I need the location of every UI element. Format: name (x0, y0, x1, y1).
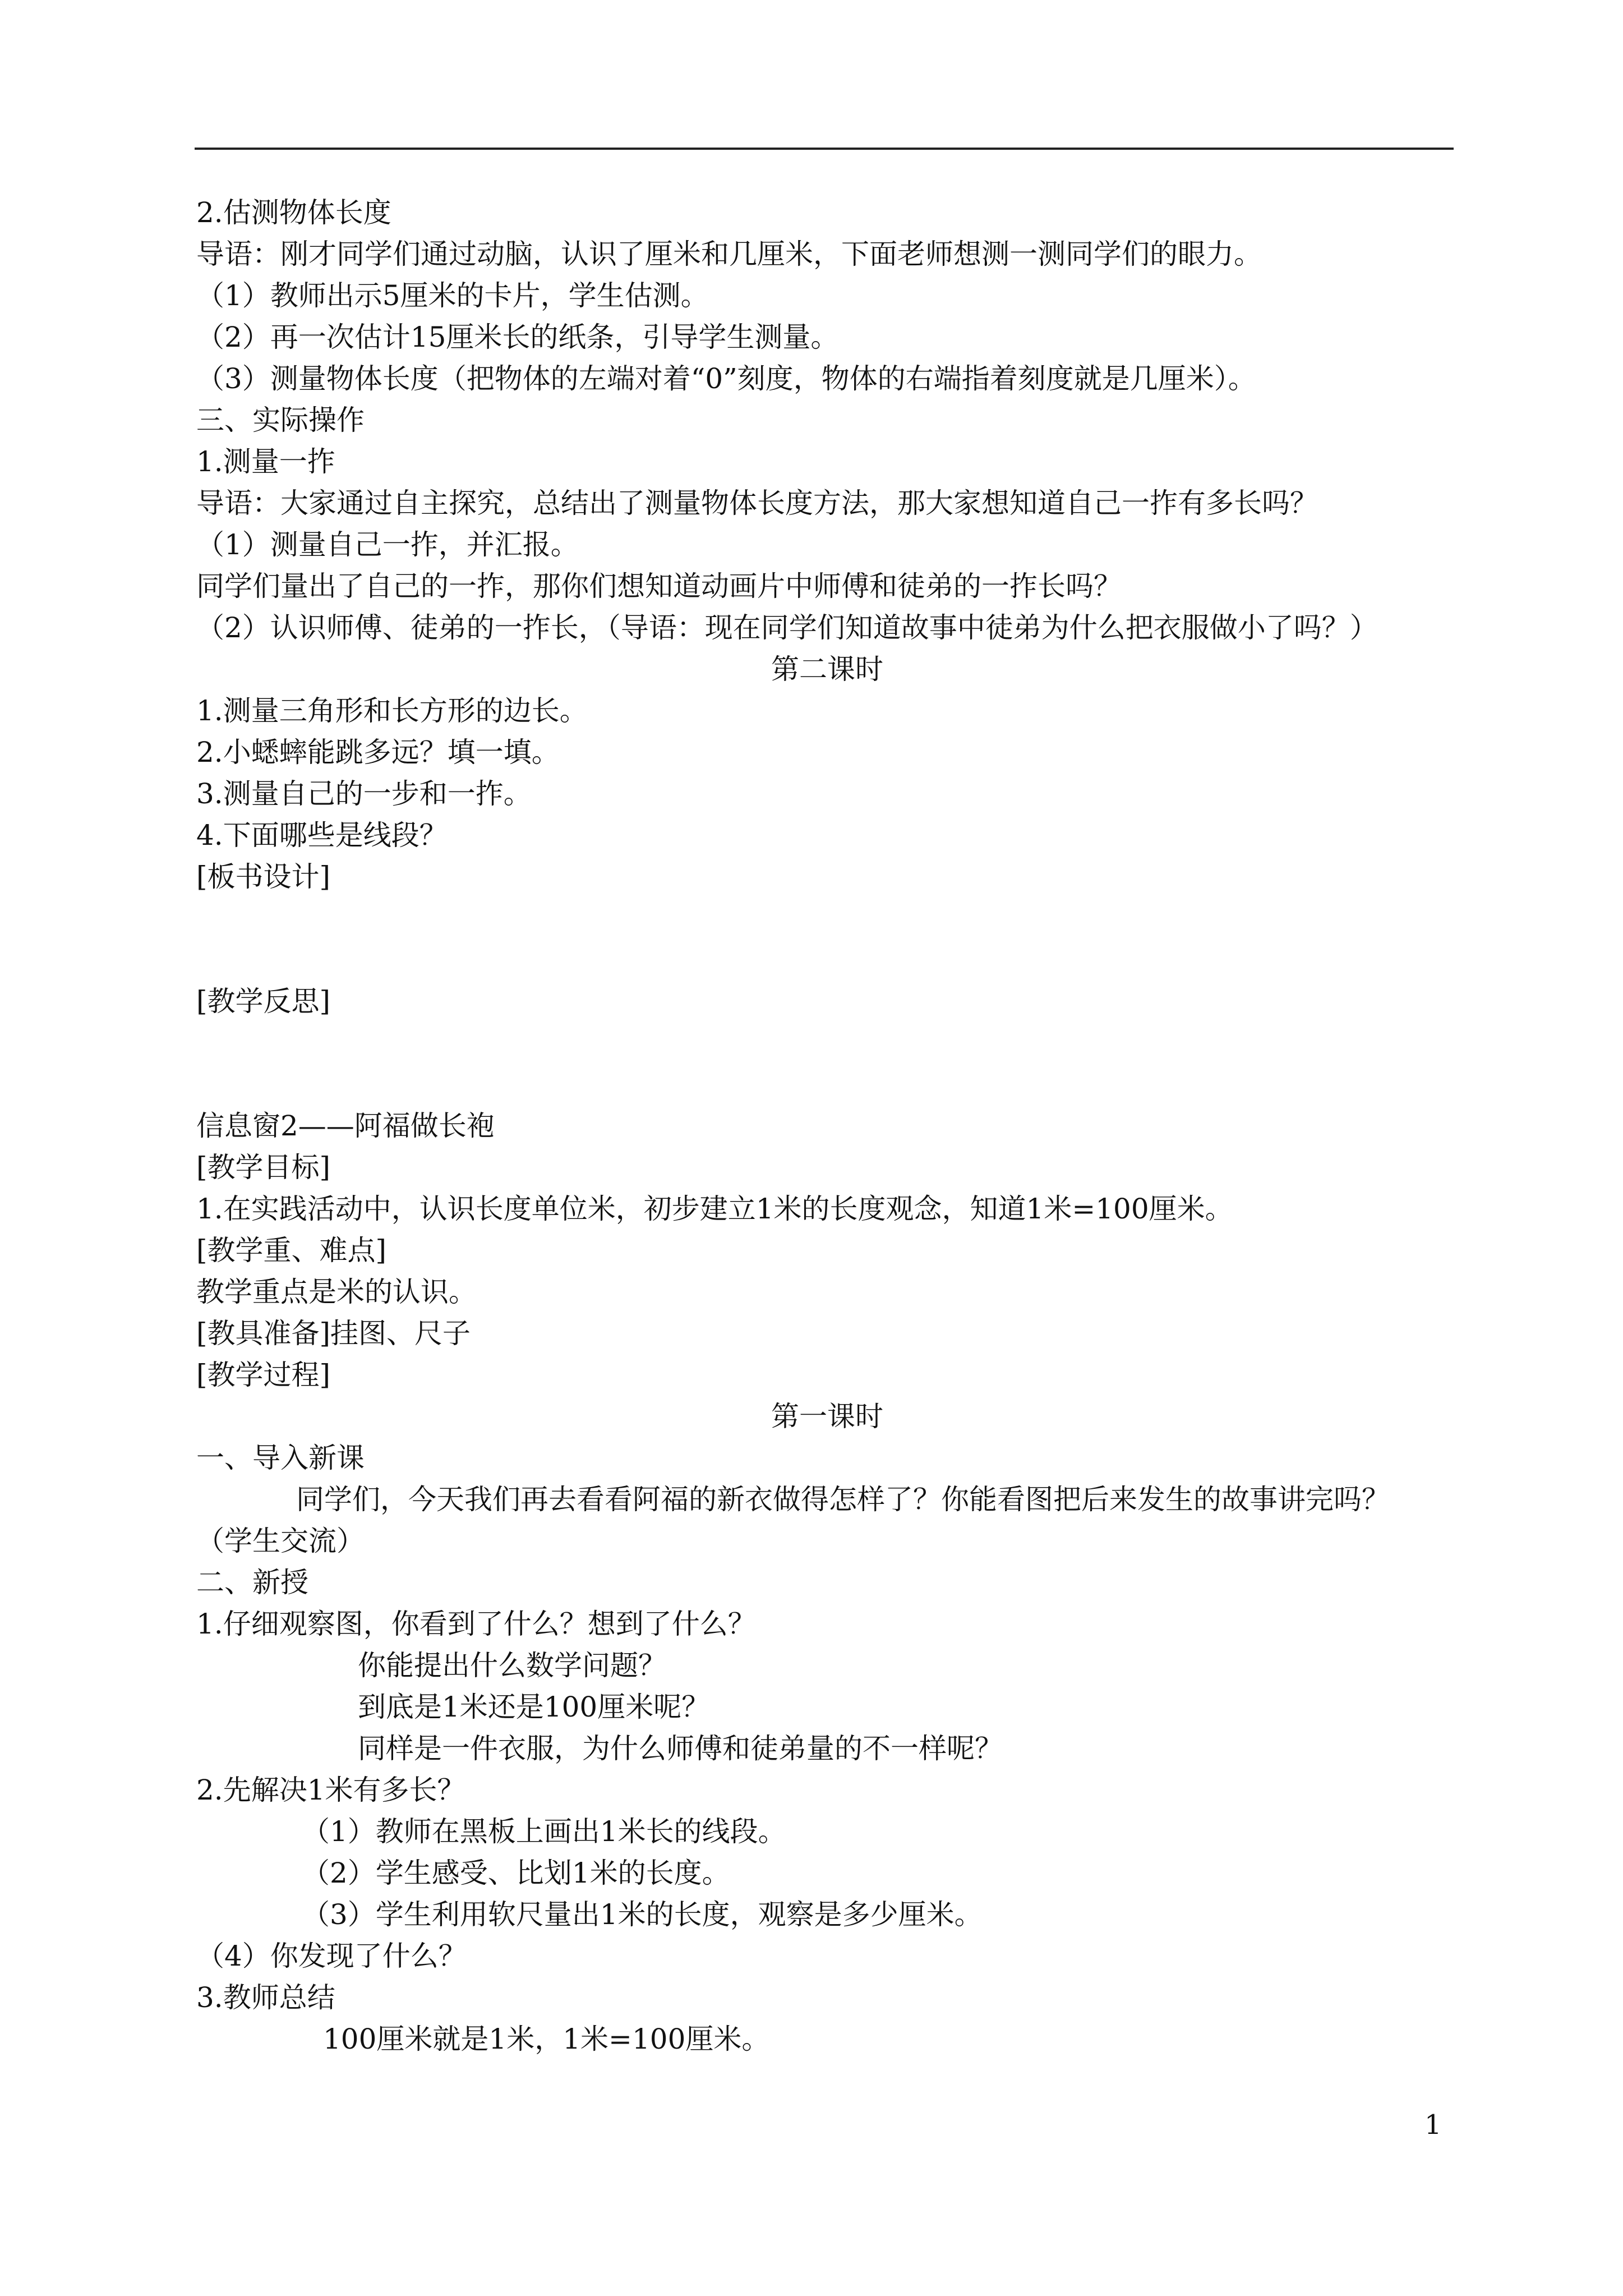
list-item: 2.先解决1米有多长？ (196, 1774, 465, 1806)
blank-space (196, 898, 1458, 981)
list-item: 3.教师总结 (196, 1981, 335, 2014)
paragraph: 1.在实践活动中，认识长度单位米，初步建立1米的长度观念，知道1米=100厘米。 (196, 1193, 1233, 1225)
lesson-title: 第一课时 (771, 1400, 883, 1433)
list-item: （1）测量自己一拃，并汇报。 (196, 528, 579, 561)
list-item: （2）认识师傅、徒弟的一拃长，（导语：现在同学们知道故事中徒弟为什么把衣服做小了吗？） (196, 611, 1378, 644)
section-label: [教具准备]挂图、尺子 (196, 1317, 471, 1350)
section-label: [教学重、难点] (196, 1234, 387, 1267)
lesson-title: 第二课时 (771, 653, 883, 685)
section-label: [教学目标] (196, 1151, 331, 1184)
section-heading: 三、实际操作 (196, 404, 365, 436)
paragraph: 同学们量出了自己的一拃，那你们想知道动画片中师傅和徒弟的一拃长吗？ (196, 570, 1122, 602)
paragraph: （学生交流） (196, 1525, 365, 1557)
paragraph: 导语：刚才同学们通过动脑，认识了厘米和几厘米，下面老师想测一测同学们的眼力。 (196, 238, 1262, 270)
section-heading: 信息窗2——阿福做长袍 (196, 1110, 495, 1142)
section-heading: 1.测量一拃 (196, 445, 335, 478)
list-item: （1）教师出示5厘米的卡片，学生估测。 (196, 279, 709, 312)
list-item: 2.小蟋蟀能跳多远？填一填。 (196, 736, 560, 769)
blank-space (196, 1022, 1458, 1105)
section-heading: 2.估测物体长度 (196, 196, 391, 229)
paragraph: 到底是1米还是100厘米呢？ (358, 1691, 710, 1723)
paragraph: 同学们，今天我们再去看看阿福的新衣做得怎样了？你能看图把后来发生的故事讲完吗？ (296, 1483, 1390, 1516)
list-item: （3）测量物体长度（把物体的左端对着“0”刻度，物体的右端指着刻度就是几厘米）。 (196, 362, 1256, 395)
paragraph: 同样是一件衣服，为什么师傅和徒弟量的不一样呢？ (358, 1732, 1003, 1765)
paragraph: 你能提出什么数学问题？ (358, 1649, 666, 1682)
document-body (196, 192, 1458, 2060)
list-item: （2）再一次估计15厘米长的纸条，引导学生测量。 (196, 321, 839, 353)
paragraph: 导语：大家通过自主探究，总结出了测量物体长度方法，那大家想知道自己一拃有多长吗？ (196, 487, 1318, 519)
section-heading: 二、新授 (196, 1566, 308, 1599)
list-item: （1）教师在黑板上画出1米长的线段。 (302, 1815, 786, 1848)
header-rule (195, 148, 1454, 150)
paragraph: 100厘米就是1米，1米=100厘米。 (323, 2023, 770, 2055)
section-label: [教学反思] (196, 985, 331, 1018)
section-label: [板书设计] (196, 861, 331, 893)
paragraph: 教学重点是米的认识。 (196, 1276, 477, 1308)
list-item: 1.仔细观察图，你看到了什么？想到了什么？ (196, 1608, 756, 1640)
list-item: 4.下面哪些是线段？ (196, 819, 448, 852)
list-item: （3）学生利用软尺量出1米的长度，观察是多少厘米。 (302, 1898, 983, 1931)
list-item: （2）学生感受、比划1米的长度。 (302, 1857, 730, 1889)
list-item: （4）你发现了什么？ (196, 1940, 467, 1972)
page-number: 1 (1424, 2109, 1442, 2141)
list-item: 3.测量自己的一步和一拃。 (196, 777, 532, 810)
list-item: 1.测量三角形和长方形的边长。 (196, 694, 588, 727)
section-label: [教学过程] (196, 1359, 331, 1391)
section-heading: 一、导入新课 (196, 1442, 365, 1474)
